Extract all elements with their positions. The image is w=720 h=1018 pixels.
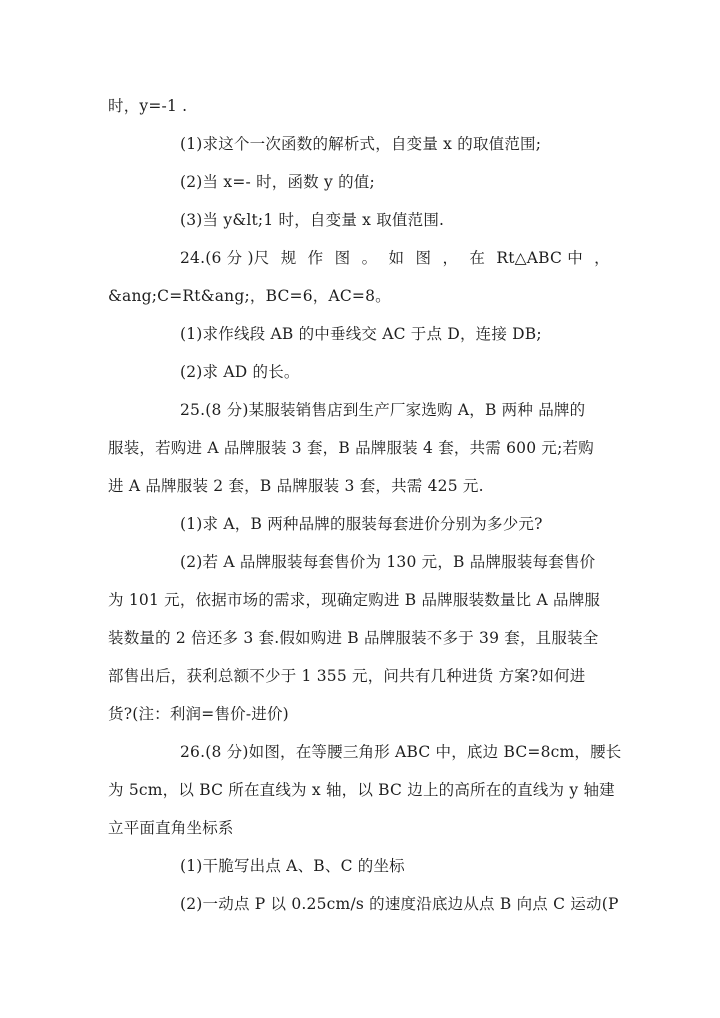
text-fragment: 图: [334, 249, 351, 267]
question-23-part-2: (2)当 x=- 时，函数 y 的值;: [180, 173, 375, 191]
question-24-heading: [180, 248, 610, 268]
text-fragment: 24.(6 分 )尺: [180, 249, 270, 267]
text-fragment: 在: [469, 249, 486, 267]
question-26-part-2: (2)一动点 P 以 0.25cm/s 的速度沿底边从点 B 向点 C 运动(P: [180, 895, 619, 913]
text-line: 为 101 元，依据市场的需求，现确定购进 B 品牌服装数量比 A 品牌服: [108, 591, 601, 609]
text-fragment: 作: [307, 249, 324, 267]
question-26-part-1: (1)干脆写出点 A、B、C 的坐标: [180, 857, 405, 875]
question-24-part-2: (2)求 AD 的长。: [180, 363, 300, 381]
text-line: 货?(注：利润=售价-进价): [108, 705, 289, 723]
text-fragment: ，: [594, 249, 610, 267]
text-line: 部售出后，获利总额不少于 1 355 元，问共有几种进货 方案?如何进: [108, 667, 586, 685]
question-24-part-1: (1)求作线段 AB 的中垂线交 AC 于点 D，连接 DB;: [180, 325, 542, 343]
question-23-part-3: (3)当 y&lt;1 时，自变量 x 取值范围.: [180, 211, 445, 229]
question-25-part-2: (2)若 A 品牌服装每套售价为 130 元，B 品牌服装每套售价: [180, 553, 596, 571]
text-line: 时，y=-1 .: [108, 97, 188, 115]
question-23-part-1: (1)求这个一次函数的解析式，自变量 x 的取值范围;: [180, 135, 542, 153]
text-fragment: Rt△ABC 中: [496, 249, 583, 267]
text-line: 为 5cm，以 BC 所在直线为 x 轴，以 BC 边上的高所在的直线为 y 轴建: [108, 781, 615, 799]
question-26-heading: 26.(8 分)如图，在等腰三角形 ABC 中，底边 BC=8cm，腰长: [180, 743, 622, 761]
text-fragment: 图: [415, 249, 432, 267]
text-fragment: 。: [361, 249, 378, 267]
text-line: 进 A 品牌服装 2 套，B 品牌服装 3 套，共需 425 元.: [108, 477, 484, 495]
question-25-heading: 25.(8 分)某服装销售店到生产厂家选购 A，B 两种 品牌的: [180, 401, 586, 419]
text-fragment: 如: [388, 249, 405, 267]
question-25-part-1: (1)求 A，B 两种品牌的服装每套进价分别为多少元?: [180, 515, 543, 533]
text-line: 立平面直角坐标系: [108, 819, 234, 837]
text-fragment: ，: [442, 249, 459, 267]
text-line: 装数量的 2 倍还多 3 套.假如购进 B 品牌服装不多于 39 套，且服装全: [108, 629, 599, 647]
text-line: 服装，若购进 A 品牌服装 3 套，B 品牌服装 4 套，共需 600 元;若购: [108, 439, 594, 457]
text-line: &ang;C=Rt&ang;，BC=6，AC=8。: [108, 287, 391, 305]
text-fragment: 规: [280, 249, 297, 267]
